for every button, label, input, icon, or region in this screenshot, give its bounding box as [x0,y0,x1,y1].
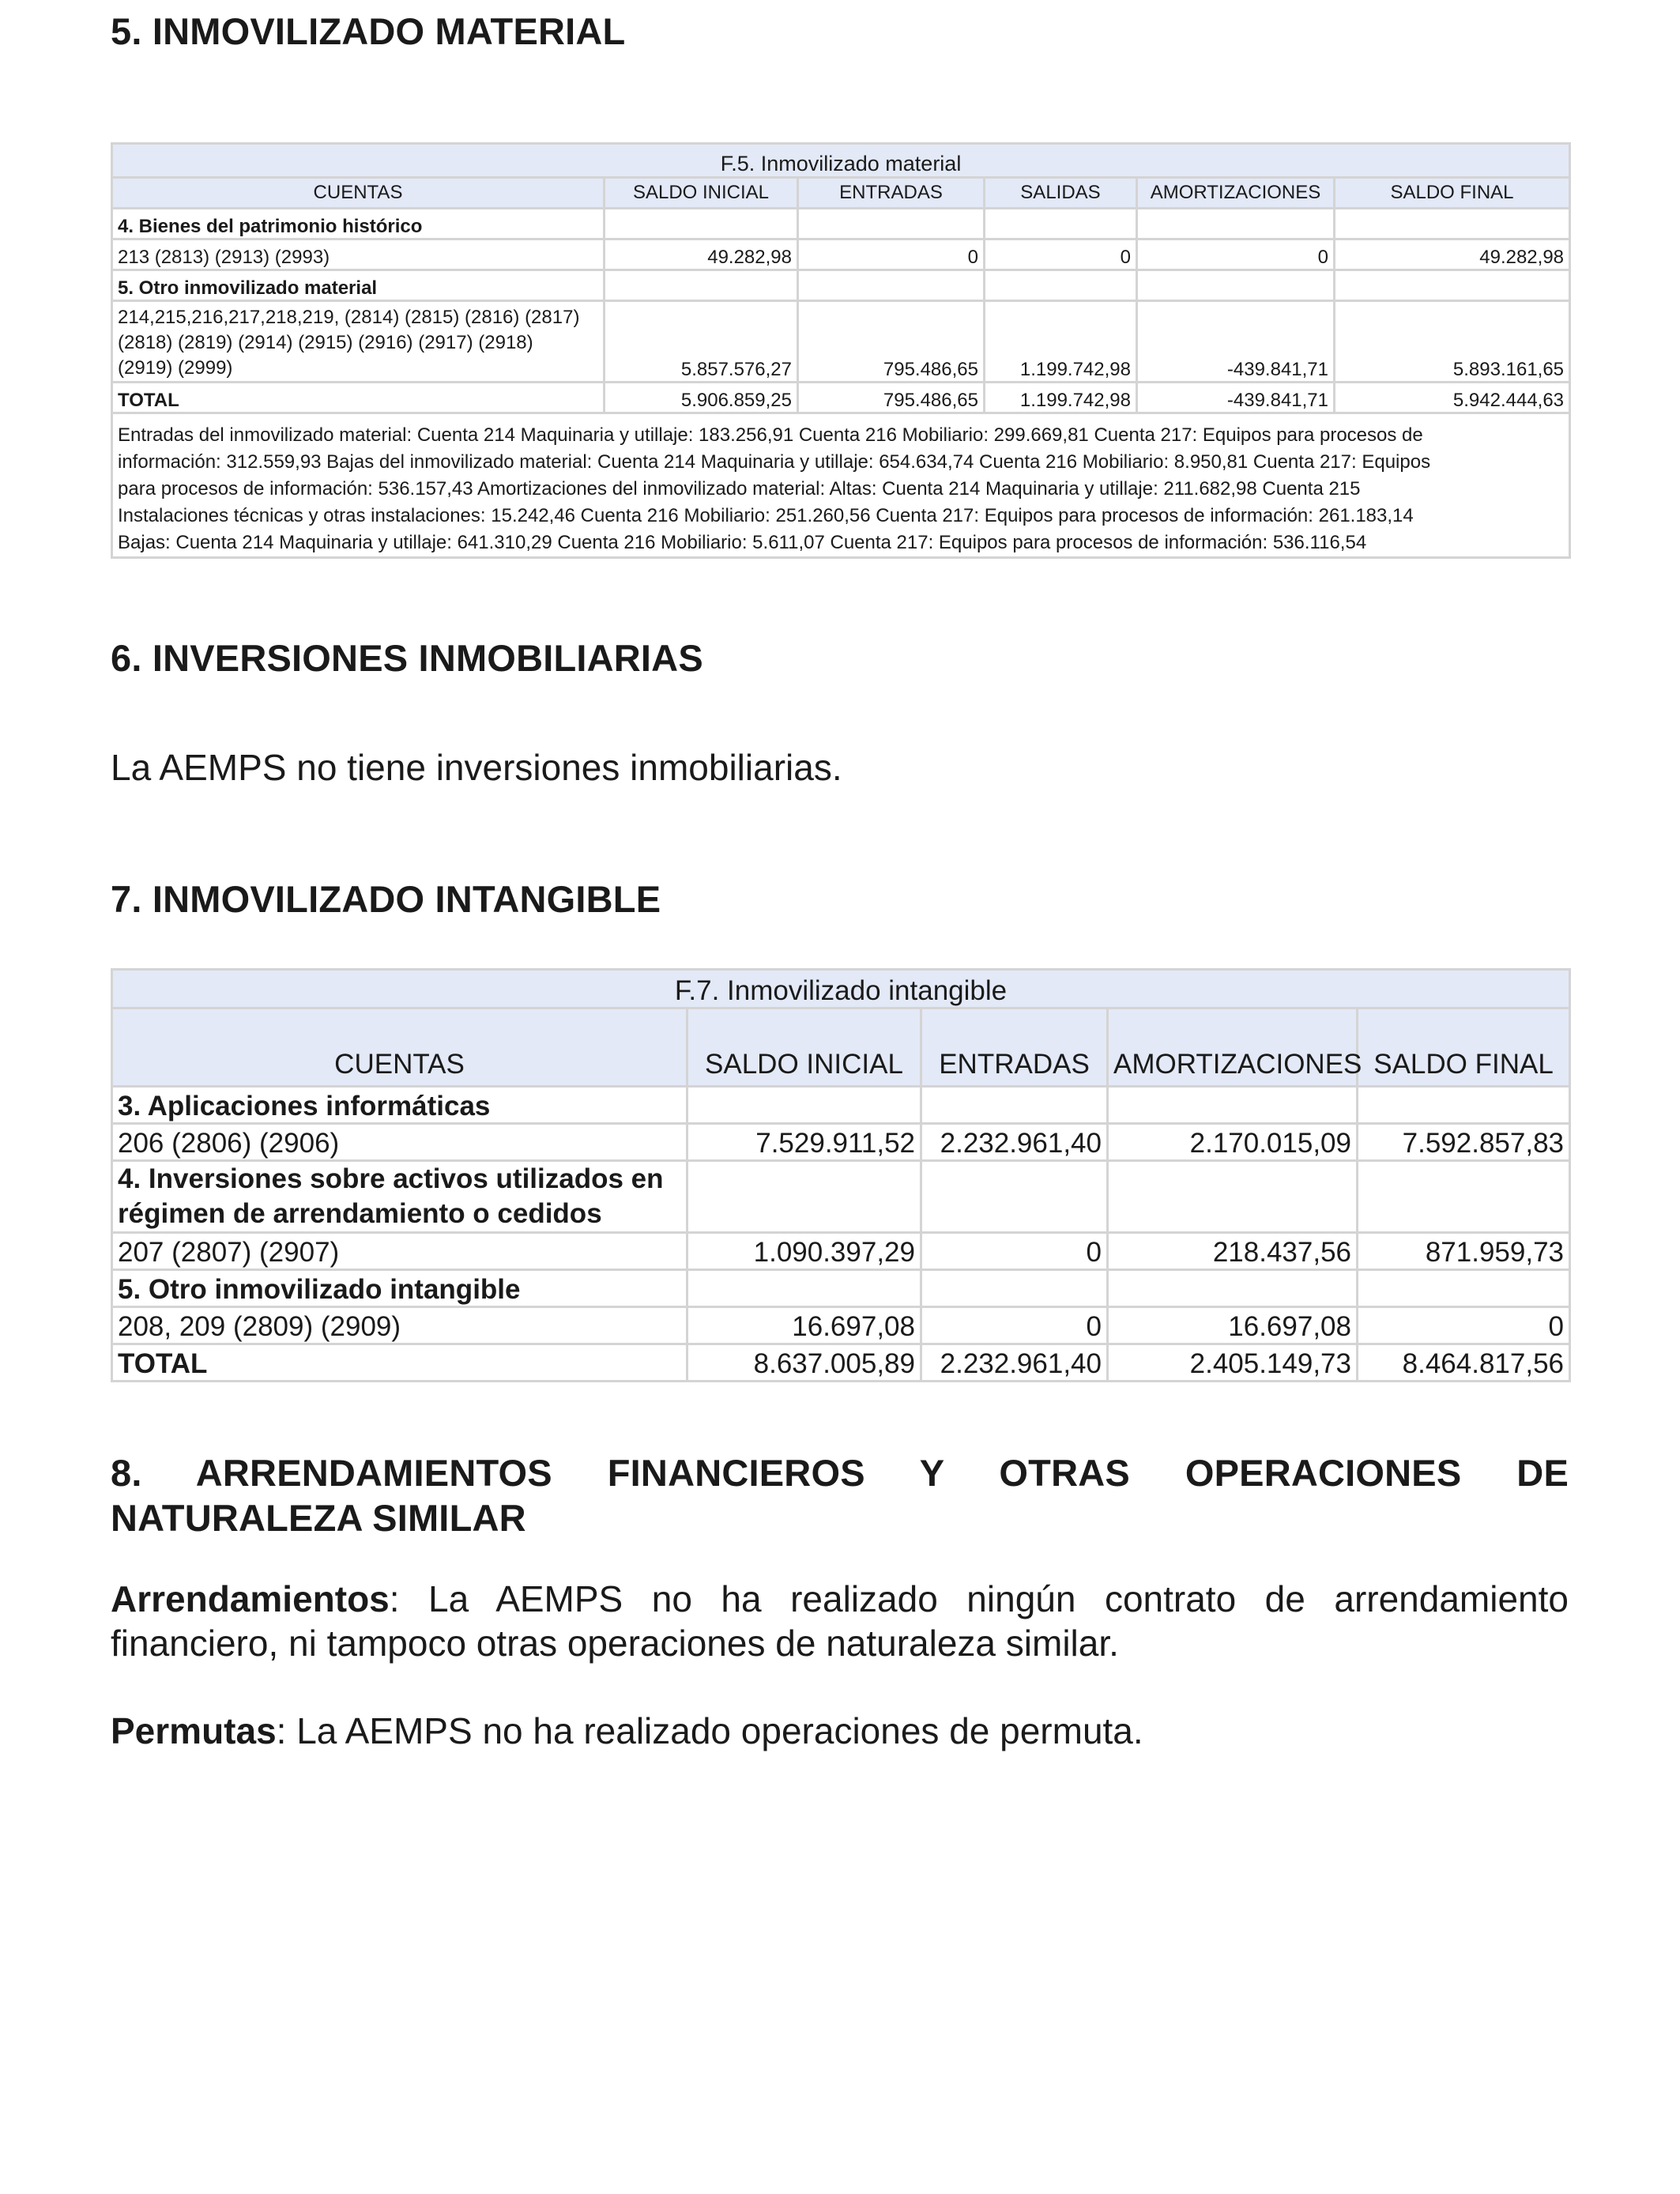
col-header-entradas: ENTRADAS [921,1008,1108,1087]
value-cell: 1.090.397,29 [687,1233,921,1270]
col-header-saldo-final: SALDO FINAL [1335,178,1570,209]
value-cell: 49.282,98 [1335,239,1570,270]
group-label-line: régimen de arrendamiento o cedidos [118,1198,602,1229]
table-caption: F.5. Inmovilizado material [112,144,1570,178]
table-note [112,413,1570,558]
table-inmovilizado-material [111,142,1571,559]
note-line: para procesos de información: 536.157,43 Amortizaciones del inmovilizado material: Altas: Cuenta 214 Maquinaria y utillaje: 211.682,98 Cuenta 215 [118,478,1361,499]
table-row [112,1087,1570,1124]
section-8-title-line1: 8. ARRENDAMIENTOS FINANCIEROS Y OTRAS OPERACIONES DE [111,1452,1569,1494]
note-line: información: 312.559,93 Bajas del inmovilizado material: Cuenta 214 Maquinaria y utillaje: 654.634,74 Cuenta 216 Mobiliario: 8.950,81 Cuenta 217: Equipos [118,451,1431,473]
table-row [112,301,1570,383]
col-header-amortizaciones: AMORTIZACIONES [1108,1008,1358,1087]
col-header-salidas: SALIDAS [985,178,1137,209]
account-cell: 206 (2806) (2906) [112,1124,687,1161]
total-row [112,383,1570,413]
value-cell: 0 [985,239,1137,270]
arrendamientos-paragraph [111,1577,1569,1665]
value-cell: 7.529.911,52 [687,1124,921,1161]
group-label: 4. Bienes del patrimonio histórico [112,209,605,239]
col-header-entradas: ENTRADAS [798,178,985,209]
total-label: TOTAL [112,383,605,413]
value-cell: -439.841,71 [1137,301,1335,383]
table-inmovilizado-intangible [111,968,1571,1382]
value-cell: 871.959,73 [1358,1233,1570,1270]
value-cell: 2.170.015,09 [1108,1124,1358,1161]
section-8-title-line2: NATURALEZA SIMILAR [111,1497,526,1539]
col-header-saldo-inicial: SALDO INICIAL [605,178,798,209]
note-line: Entradas del inmovilizado material: Cuenta 214 Maquinaria y utillaje: 183.256,91 Cuenta 216 Mobiliario: 299.669,81 Cuenta 217: Equipos para procesos de [118,424,1423,446]
permutas-text: : La AEMPS no ha realizado operaciones de permuta. [276,1710,1143,1751]
col-header-cuentas: CUENTAS [112,1008,687,1087]
table-row [112,270,1570,301]
value-cell: 2.405.149,73 [1108,1344,1358,1382]
value-cell: 0 [798,239,985,270]
value-cell: 8.637.005,89 [687,1344,921,1382]
account-cell: 208, 209 (2809) (2909) [112,1307,687,1344]
value-cell: 0 [921,1233,1108,1270]
value-cell: 218.437,56 [1108,1233,1358,1270]
table-row [112,1307,1570,1344]
value-cell: 5.906.859,25 [605,383,798,413]
group-label: 5. Otro inmovilizado material [112,270,605,301]
value-cell: 16.697,08 [687,1307,921,1344]
group-label-line: 4. Inversiones sobre activos utilizados en [118,1163,664,1194]
table-row [112,1124,1570,1161]
arrendamientos-label: Arrendamientos [111,1578,390,1619]
col-header-amortizaciones: AMORTIZACIONES [1137,178,1335,209]
note-line: Instalaciones técnicas y otras instalaciones: 15.242,46 Cuenta 216 Mobiliario: 251.260,56 Cuenta 217: Equipos para procesos de información: 261.183,14 [118,505,1414,526]
group-label: 3. Aplicaciones informáticas [112,1087,687,1124]
table-row [112,209,1570,239]
value-cell: 2.232.961,40 [921,1344,1108,1382]
value-cell: 5.857.576,27 [605,301,798,383]
section-6-text: La AEMPS no tiene inversiones inmobiliarias. [111,747,842,788]
value-cell: 49.282,98 [605,239,798,270]
value-cell: 795.486,65 [798,383,985,413]
account-cell: 207 (2807) (2907) [112,1233,687,1270]
note-line: Bajas: Cuenta 214 Maquinaria y utillaje: 641.310,29 Cuenta 216 Mobiliario: 5.611,07 Cuenta 217: Equipos para procesos de información: 536.116,54 [118,532,1367,553]
group-label [112,1161,687,1233]
value-cell: 5.893.161,65 [1335,301,1570,383]
account-line: 214,215,216,217,218,219, (2814) (2815) (2816) (2817) [118,307,580,328]
table-note-row [112,413,1570,558]
table-row [112,1161,1570,1233]
total-label: TOTAL [112,1344,687,1382]
value-cell: 7.592.857,83 [1358,1124,1570,1161]
value-cell: 5.942.444,63 [1335,383,1570,413]
value-cell: 0 [1137,239,1335,270]
value-cell: 1.199.742,98 [985,301,1137,383]
value-cell: 795.486,65 [798,301,985,383]
col-header-saldo-inicial: SALDO INICIAL [687,1008,921,1087]
table-caption: F.7. Inmovilizado intangible [112,970,1570,1008]
value-cell: 0 [921,1307,1108,1344]
account-cell: 213 (2813) (2913) (2993) [112,239,605,270]
permutas-label: Permutas [111,1710,277,1751]
value-cell: 2.232.961,40 [921,1124,1108,1161]
value-cell: 0 [1358,1307,1570,1344]
section-7-title: 7. INMOVILIZADO INTANGIBLE [111,878,661,920]
section-5-title: 5. INMOVILIZADO MATERIAL [111,10,626,52]
account-cell [112,301,605,383]
col-header-saldo-final: SALDO FINAL [1358,1008,1570,1087]
value-cell: 16.697,08 [1108,1307,1358,1344]
permutas-paragraph [111,1709,1569,1753]
table-row [112,1233,1570,1270]
value-cell: 8.464.817,56 [1358,1344,1570,1382]
group-label: 5. Otro inmovilizado intangible [112,1270,687,1307]
col-header-cuentas: CUENTAS [112,178,605,209]
total-row [112,1344,1570,1382]
table-row [112,239,1570,270]
value-cell: 1.199.742,98 [985,383,1137,413]
value-cell: -439.841,71 [1137,383,1335,413]
account-line: (2919) (2999) [118,357,233,379]
section-6-title: 6. INVERSIONES INMOBILIARIAS [111,637,703,679]
arrendamientos-text: : La AEMPS no ha realizado ningún contrato de arrendamiento financiero, ni tampoco otras operaciones de naturaleza similar. [111,1578,1569,1664]
table-row [112,1270,1570,1307]
account-line: (2818) (2819) (2914) (2915) (2916) (2917) (2918) [118,332,533,353]
